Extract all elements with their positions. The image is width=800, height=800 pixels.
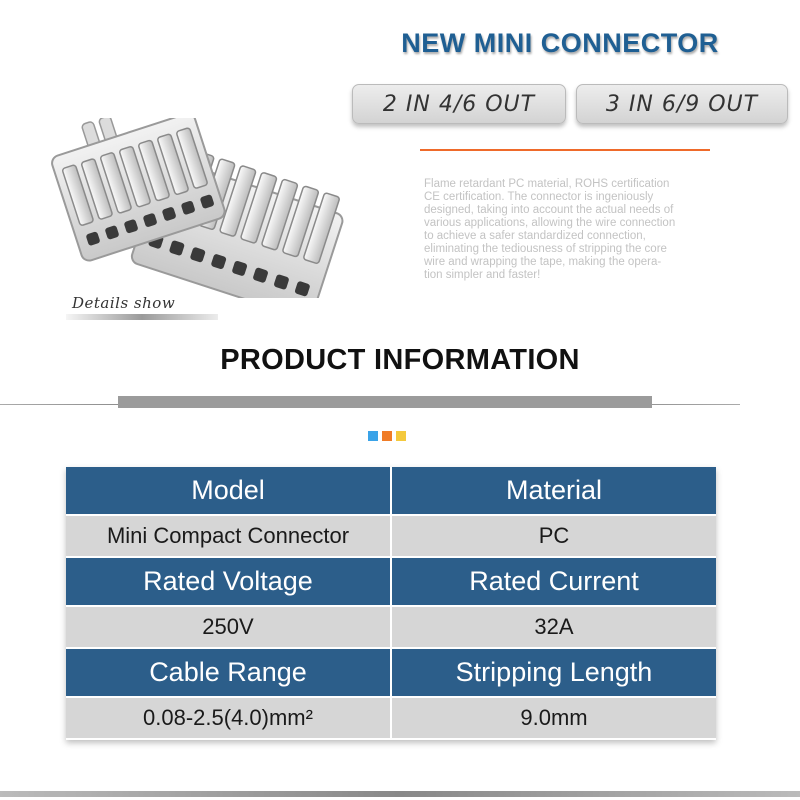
variant-button-2-in[interactable]: 2 IN 4/6 OUT (352, 84, 566, 124)
details-underline (66, 314, 218, 320)
header-cell-rated-voltage: Rated Voltage (66, 558, 392, 605)
header-cell-cable-range: Cable Range (66, 649, 392, 696)
table-row (66, 649, 716, 696)
description-line: to achieve a safer standardized connection, (424, 230, 646, 242)
header-cell-stripping-length: Stripping Length (455, 657, 653, 687)
table-row (66, 514, 716, 558)
header-cell-model: Model (66, 467, 392, 514)
table-row (66, 558, 716, 605)
header-cell-rated-current: Rated Current (469, 566, 639, 596)
value-cell-rated-current: 32A (534, 614, 574, 639)
value-cell-stripping-length: 9.0mm (520, 705, 588, 730)
bottom-divider (0, 791, 800, 797)
description-line: wire and wrapping the tape, making the opera- (424, 256, 662, 268)
value-cell-cable-range: 0.08-2.5(4.0)mm² (66, 698, 392, 738)
section-divider-bar (118, 396, 652, 408)
value-cell-model: Mini Compact Connector (66, 516, 392, 556)
description-line: designed, taking into account the actual needs of (424, 204, 674, 216)
description-line: CE certification. The connector is ingeniously (424, 191, 654, 203)
table-row (66, 467, 716, 514)
header-cell-material: Material (505, 475, 603, 505)
dot-blue (368, 431, 378, 441)
description-line: tion simpler and faster! (424, 269, 541, 281)
description-line: various applications, allowing the wire connection (424, 217, 676, 229)
section-title: PRODUCT INFORMATION (220, 344, 580, 376)
spec-table (66, 467, 716, 740)
dot-yellow (396, 431, 406, 441)
value-cell-material: PC (538, 523, 570, 548)
description-line: Flame retardant PC material, ROHS certification (424, 178, 670, 190)
product-description (424, 178, 734, 282)
value-cell-rated-voltage: 250V (66, 607, 392, 647)
connector-product-image (30, 118, 370, 298)
accent-divider (420, 149, 710, 151)
table-row (66, 696, 716, 740)
dot-orange (382, 431, 392, 441)
table-row (66, 605, 716, 649)
details-show-label: Details show (72, 294, 176, 312)
product-title: NEW MINI CONNECTOR (401, 28, 719, 58)
description-line: eliminating the tediousness of stripping the core (424, 243, 667, 255)
decorative-dots (368, 431, 406, 441)
variant-button-3-in[interactable]: 3 IN 6/9 OUT (576, 84, 788, 124)
